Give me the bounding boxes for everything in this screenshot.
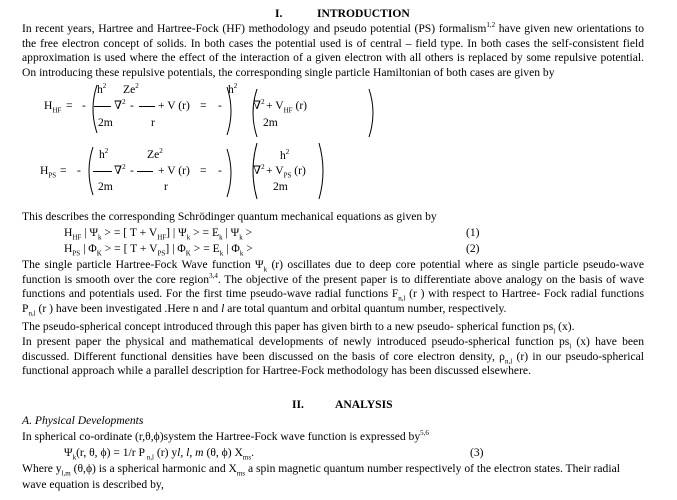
citation: 1,2 (486, 21, 496, 30)
subsection-heading: A. Physical Developments (22, 414, 144, 427)
ps-vps: + $V_{PS}$ (r) (266, 164, 306, 180)
hf-vhf: + $V_{HF}$ (r) (266, 99, 308, 115)
ps-lhs: $H_{PS}$ (40, 164, 57, 180)
section-heading-analysis: ANALYSIS (335, 398, 393, 411)
ps-minus: - (77, 164, 81, 177)
ps-equals-2: = (200, 164, 207, 177)
equation-1-number: (1) (466, 226, 480, 239)
hf-r: r (151, 116, 155, 129)
ps-right-bracket (226, 148, 236, 198)
hf-equals: = (66, 99, 73, 112)
ps-frac-bar-1 (93, 171, 112, 172)
hf-minus: - (82, 99, 86, 112)
ps-h2-b: $h^2$ (280, 148, 290, 162)
section-number-intro: I. (275, 7, 283, 20)
section-number-analysis: II. (292, 398, 304, 411)
hf-ze2: Ze$^2$ (123, 82, 139, 96)
intro-paragraph (22, 22, 644, 80)
hf-right-bracket-2 (368, 88, 378, 138)
hf-frac-bar-1 (94, 106, 111, 107)
pseudo-spherical-paragraph: The pseudo-spherical concept introduced through this paper has given birth to a new pseudo- spherical function $ps_l$ (x). (22, 320, 575, 336)
hf-2m: 2m (98, 116, 113, 129)
equation-1: $H_{HF}$ | $\Psi_k$ > = [ $T + V_{HF}$] | $\Psi_k$ > = $E_k$ | $\Psi_k$ > (64, 226, 253, 242)
hf-equals-2: = (200, 99, 207, 112)
hf-nabla: ∇$^2$ (114, 98, 126, 112)
equation-3: $\Psi_k(r$, θ, ϕ) = 1/r P $_{n,l}$ (r) yl, l, m (θ, ϕ) $X_{ms}$. (64, 446, 254, 462)
intro-text-b: have given new orientations to the free electron concept of solids. In both cases the potential used is of central – field type. In both cases the self-consistent field approximation is used where the effect of the interaction of a given electron with all others is replaced by some repulsive potential. On introducing these repulsive potentials, the corresponding single particle Hamiltonian of both cases are given by (22, 22, 644, 79)
ps-frac-bar-2 (137, 171, 153, 172)
ps-nabla-2: ∇$^2$ (253, 163, 265, 177)
intro-text-a: In recent years, Hartree and Hartree-Fock (HF) methodology and pseudo potential (PS) formalism (22, 22, 487, 35)
ps-r: r (164, 180, 168, 193)
ps-2m: 2m (98, 180, 113, 193)
hartree-fock-wave-paragraph: The single particle Hartree-Fock Wave function $\Psi_k$ (r) oscillates due to deep core potential where as single particle pseudo-wave function is smooth over the core region$^{3,4}$. The objective of the present paper is to differentiate above analogy on the basis of wave functions and potentials used. For the first time pseudo-wave radial functions $F_{n,l}$ (r ) with respect to Hartree- Fock radial functions $P_{n,l}$ (r ) have been investigated .Here n and l are total quantum and orbital quantum number, respectively. (22, 258, 644, 318)
present-paper-paragraph: In present paper the physical and mathematical developments of newly introduced pseudo-spherical function $ps_l$ (x) have been discussed. Different functional densities have been discussed on the basis of core electron density, $\rho_{n,l}$ (r) in our pseudo-spherical functional approach while a parallel description for Hartree-Fock methodology has been discussed elsewhere. (22, 335, 644, 378)
ps-left-bracket-2 (248, 142, 258, 200)
ps-minus-2: - (218, 164, 222, 177)
ps-equals: = (60, 164, 67, 177)
ps-ze2: Ze$^2$ (147, 147, 163, 161)
hf-minus-2: - (218, 99, 222, 112)
equation-3-number: (3) (470, 446, 484, 459)
hf-frac-bar-2 (139, 106, 155, 107)
ps-nabla: ∇$^2$ (114, 163, 126, 177)
ps-h2: $h^2$ (99, 147, 109, 161)
spherical-harmonic-text: Where $y_{l,m}$ (θ,ϕ) is a spherical harmonic and $X_{ms}$ a spin magnetic quantum number respectively of the electron states. Their radial (22, 462, 620, 478)
ps-dash: - (130, 164, 134, 177)
ps-potential: + V (r) (158, 164, 190, 177)
hf-nabla-2: ∇$^2$ (253, 98, 265, 112)
hf-left-bracket-2 (248, 88, 258, 138)
equation-2: $H_{PS}$ | $\Phi_K$ > = [ $T + V_{PS}$] | $\Phi_K$ > = $E_k$ | $\Phi_k$ > (64, 242, 253, 258)
ps-2m-b: 2m (273, 180, 288, 193)
hf-potential: + V (r) (158, 99, 190, 112)
section-heading-intro: INTRODUCTION (317, 7, 410, 20)
radial-equation-text: wave equation is described by, (22, 478, 164, 491)
spherical-coordinate-text: In spherical co-ordinate (r,θ,ϕ)system the Hartree-Fock wave function is expressed by$^{5,6}$ (22, 429, 429, 443)
hf-dash: - (130, 99, 134, 112)
hf-2m-b: 2m (263, 116, 278, 129)
hf-h2: $h^2$ (97, 82, 107, 96)
hf-lhs: $H_{HF}$ (44, 99, 62, 115)
ps-right-bracket-2 (318, 142, 328, 200)
hf-h2-b: $h^2$ (228, 82, 238, 96)
schrodinger-intro: This describes the corresponding Schrödinger quantum mechanical equations as given by (22, 210, 437, 223)
equation-2-number: (2) (466, 242, 480, 255)
